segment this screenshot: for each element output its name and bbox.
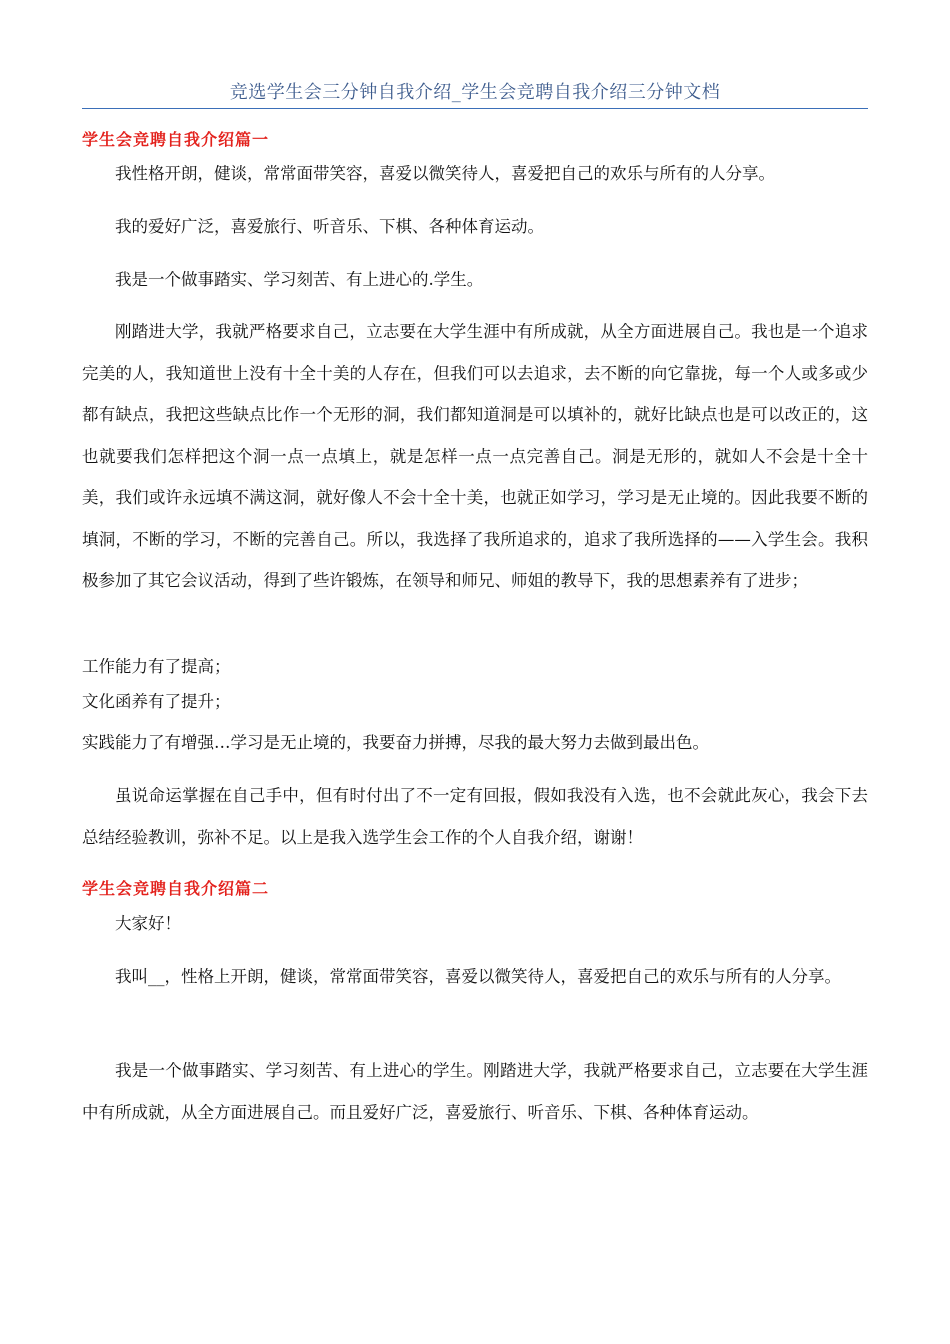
section-heading-2: 学生会竞聘自我介绍篇二 — [82, 879, 270, 898]
document-header-title: 竞选学生会三分钟自我介绍_学生会竞聘自我介绍三分钟文档 — [82, 80, 868, 109]
paragraph: 工作能力有了提高； — [82, 657, 231, 676]
paragraph: 我叫__，性格上开朗，健谈，常常面带笑容，喜爱以微笑待人，喜爱把自己的欢乐与所有的人分享。 — [115, 967, 841, 986]
paragraph: 虽说命运掌握在自己手中，但有时付出了不一定有回报，假如我没有入选，也不会就此灰心，我会下去总结经验教训，弥补不足。以上是我入选学生会工作的个人自我介绍，谢谢！ — [82, 786, 868, 847]
paragraph: 文化函养有了提升； — [82, 692, 231, 711]
paragraph: 我的爱好广泛，喜爱旅行、听音乐、下棋、各种体育运动。 — [115, 217, 544, 236]
paragraph: 实践能力了有增强…学习是无止境的，我要奋力拼搏，尽我的最大努力去做到最出色。 — [82, 733, 709, 752]
paragraph: 刚踏进大学，我就严格要求自己，立志要在大学生涯中有所成就，从全方面进展自己。我也是一个追求完美的人，我知道世上没有十全十美的人存在，但我们可以去追求，去不断的向它靠拢，每一个人或多或少都有缺点，我把这些缺点比作一个无形的洞，我们都知道洞是可以填补的，就好比缺点也是可以改正的，这也就要我们怎样把这个洞一点一点填上，就是怎样一点一点完善自己。洞是无形的，就如人不会是十全十美，我们或许永远填不满这洞，就好像人不会十全十美，也就正如学习，学习是无止境的。因此我要不断的填洞，不断的学习，不断的完善自己。所以，我选择了我所追求的，追求了我所选择的——入学生会。我积极参加了其它会议活动，得到了些许锻炼，在领导和师兄、师姐的教导下，我的思想素养有了进步； — [82, 322, 868, 590]
paragraph: 我是一个做事踏实、学习刻苦、有上进心的学生。刚踏进大学，我就严格要求自己，立志要在大学生涯中有所成就，从全方面进展自己。而且爱好广泛，喜爱旅行、听音乐、下棋、各种体育运动。 — [82, 1061, 868, 1122]
paragraph: 我性格开朗，健谈，常常面带笑容，喜爱以微笑待人，喜爱把自己的欢乐与所有的人分享。 — [115, 164, 775, 183]
paragraph: 大家好！ — [115, 914, 181, 933]
paragraph: 我是一个做事踏实、学习刻苦、有上进心的.学生。 — [115, 270, 484, 289]
section-heading-1: 学生会竞聘自我介绍篇一 — [82, 130, 270, 149]
